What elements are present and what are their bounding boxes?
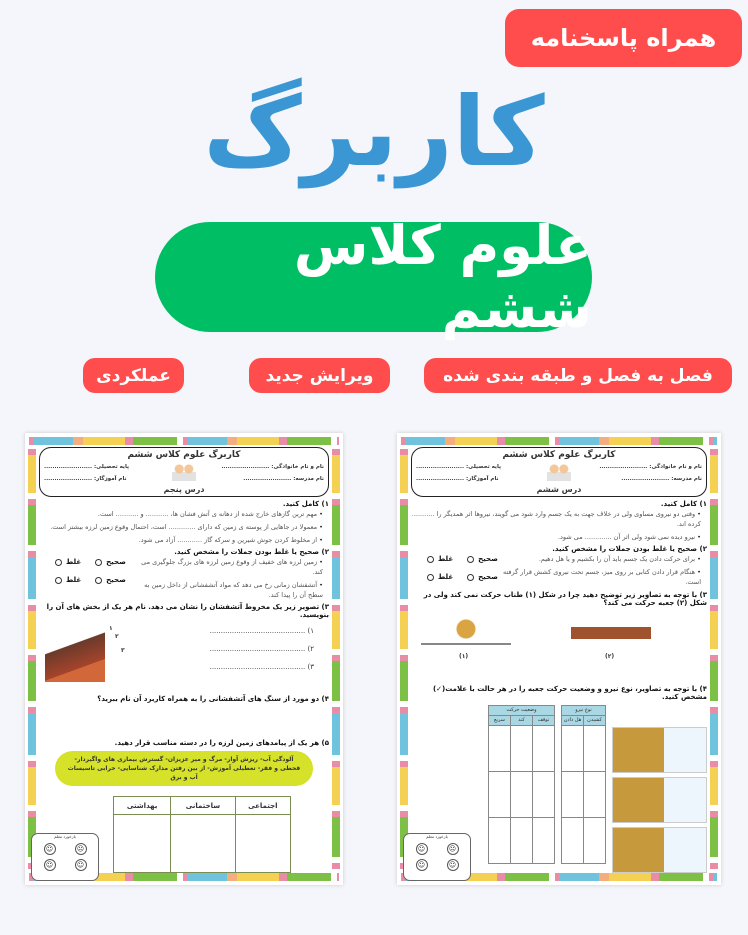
- lesson-label: درس پنجم: [163, 485, 205, 494]
- figure-label: (۲): [605, 652, 615, 660]
- worksheet-preview-lesson6: [397, 433, 721, 885]
- tag-chapter: فصل به فصل و طبقه بندی شده: [424, 358, 732, 393]
- subject-pill: علوم کلاس ششم: [155, 222, 592, 332]
- list-item: • نیرو دیده نمی شود ولی اثر آن ............. می شود.: [411, 533, 701, 543]
- cart-pulling-image: [571, 615, 651, 645]
- worksheet-title: کاربرگ علوم کلاس ششم: [502, 450, 616, 460]
- school-field: نام مدرسه: .......................: [243, 476, 324, 482]
- figure-label: (۱): [459, 652, 469, 660]
- question-1: ۱) کامل کنید.: [660, 500, 707, 508]
- grade-field: پایه تحصیلی: .......................: [416, 464, 502, 470]
- options-box: آلودگی آب- ریزش آوار- مرگ و میر عزیزان- گسترش بیماری های واگیردار- قحطی و فقر- تعطیلی آموزش- از بین رفتن مدارک شناسایی- خرابی تاسیسات آب و برق: [55, 751, 313, 786]
- pencil-border: [28, 449, 36, 869]
- main-title: کاربرگ: [203, 76, 545, 188]
- question-3: ۳) تصویر زیر یک مخروط آتشفشان را نشان می دهد. نام هر یک از بخش های آن را بنویسید.: [46, 603, 329, 620]
- force-type-table: نوع نیرو کشیدن هل دادن: [561, 705, 606, 864]
- pencil-border: [400, 449, 408, 869]
- lesson-label: درس ششم: [536, 485, 582, 494]
- question-3: ۳) با توجه به تصاویر زیر توضیح دهید چرا در شکل (۱) طناب حرکت نمی کند ولی در شکل (۲) جعبه حرکت می کند؟: [423, 590, 707, 607]
- worksheet-header: [39, 447, 329, 497]
- answer-line: ۱) ...........................................: [209, 627, 314, 636]
- worksheet-header: [411, 447, 707, 497]
- name-field: نام و نام خانوادگی: .......................: [599, 464, 702, 470]
- arrow-label: ۳: [121, 647, 125, 655]
- volcano-image: [45, 627, 105, 682]
- motion-state-table: وضعیت حرکت توقف کند سریع: [488, 705, 555, 864]
- tag-practical: عملکردی: [83, 358, 184, 393]
- worksheet-title: کاربرگ علوم کلاس ششم: [127, 450, 241, 460]
- answer-line: ۲) ...........................................: [209, 645, 314, 654]
- true-false-options[interactable]: صحیحغلط: [413, 555, 498, 563]
- list-item: • برای حرکت دادن یک جسم باید آن را بکشیم و یا هل دهیم.: [501, 555, 701, 565]
- pencil-border: [401, 437, 717, 445]
- question-1: ۱) کامل کنید.: [282, 500, 329, 508]
- list-item: • وقتی دو نیروی مساوی ولی در خلاف جهت به یک جسم وارد شود می گویند، نیروها اثر همدیگر را ........... کرده اند.: [411, 510, 701, 530]
- school-field: نام مدرسه: .......................: [621, 476, 702, 482]
- list-item: • مهم ترین گازهای خارج شده از دهانه ی آتش فشان ها، ........... و ........... است.: [39, 510, 323, 520]
- teacher-feedback-box: بازخورد معلم ☹ ☺ ☺ ☺: [31, 833, 99, 881]
- list-item: • از مخلوط کردن جوش شیرین و سرکه گاز ............ آزاد می شود.: [39, 536, 323, 546]
- scientist-kids-icon: [172, 461, 196, 481]
- name-field: نام و نام خانوادگی: .......................: [221, 464, 324, 470]
- true-false-options[interactable]: صحیحغلط: [413, 573, 498, 581]
- question-2: ۲) صحیح یا غلط بودن جملات را مشخص کنید.: [552, 545, 707, 554]
- pencil-border: [29, 437, 339, 445]
- tag-new-edition: ویرایش جدید: [249, 358, 390, 393]
- worksheet-preview-lesson5: [25, 433, 343, 885]
- list-item: • هنگام قرار دادن کتابی بر روی میز، جسم تحت نیروی کشش قرار گرفته است.: [501, 568, 701, 588]
- question-5: ۵) هر یک از پیامدهای زمین لرزه را در دسته مناسب قرار دهید.: [114, 739, 329, 748]
- teacher-feedback-box: بازخورد معلم ☹ ☺ ☺ ☺: [403, 833, 471, 881]
- list-item: • آتشفشان زمانی رخ می دهد که مواد آتشفشانی از داخل زمین به سطح آن را پیدا کند.: [129, 581, 323, 601]
- question-2: ۲) صحیح یا غلط بودن جملات را مشخص کنید.: [174, 548, 329, 557]
- teacher-field: نام آموزگار: .......................: [416, 476, 499, 482]
- grade-field: پایه تحصیلی: .......................: [44, 464, 130, 470]
- pencil-border: [710, 449, 718, 869]
- answer-line: ۳) ...........................................: [209, 663, 314, 672]
- true-false-options[interactable]: صحیحغلط: [41, 576, 126, 584]
- pencil-border: [332, 449, 340, 869]
- box-pushing-images: [612, 705, 707, 877]
- question-4: ۴) دو مورد از سنگ های آتشفشانی را به همراه کاربرد آن نام ببرید؟: [97, 695, 329, 704]
- question-4: ۴) با توجه به تصاویر، نوع نیرو و وضعیت حرکت جعبه را در هر حالت با علامت(✓) مشخص کنید.: [432, 684, 707, 701]
- arrow-label: ۱: [109, 625, 113, 633]
- list-item: • زمین لرزه های خفیف از وقوع زمین لرزه های بزرگ جلوگیری می کند.: [129, 558, 323, 578]
- category-table: اجتماعی ساختمانی بهداشتی: [113, 796, 291, 873]
- answer-key-badge: همراه پاسخنامه: [505, 9, 742, 67]
- teacher-field: نام آموزگار: .......................: [44, 476, 127, 482]
- tug-of-war-image: [421, 615, 511, 645]
- true-false-options[interactable]: صحیحغلط: [41, 558, 126, 566]
- scientist-kids-icon: [547, 461, 571, 481]
- list-item: • معمولا در جاهایی از پوسته ی زمین که دارای ............. است، احتمال وقوع زمین لرزه بیشتر است.: [39, 523, 323, 533]
- arrow-label: ۲: [115, 633, 119, 641]
